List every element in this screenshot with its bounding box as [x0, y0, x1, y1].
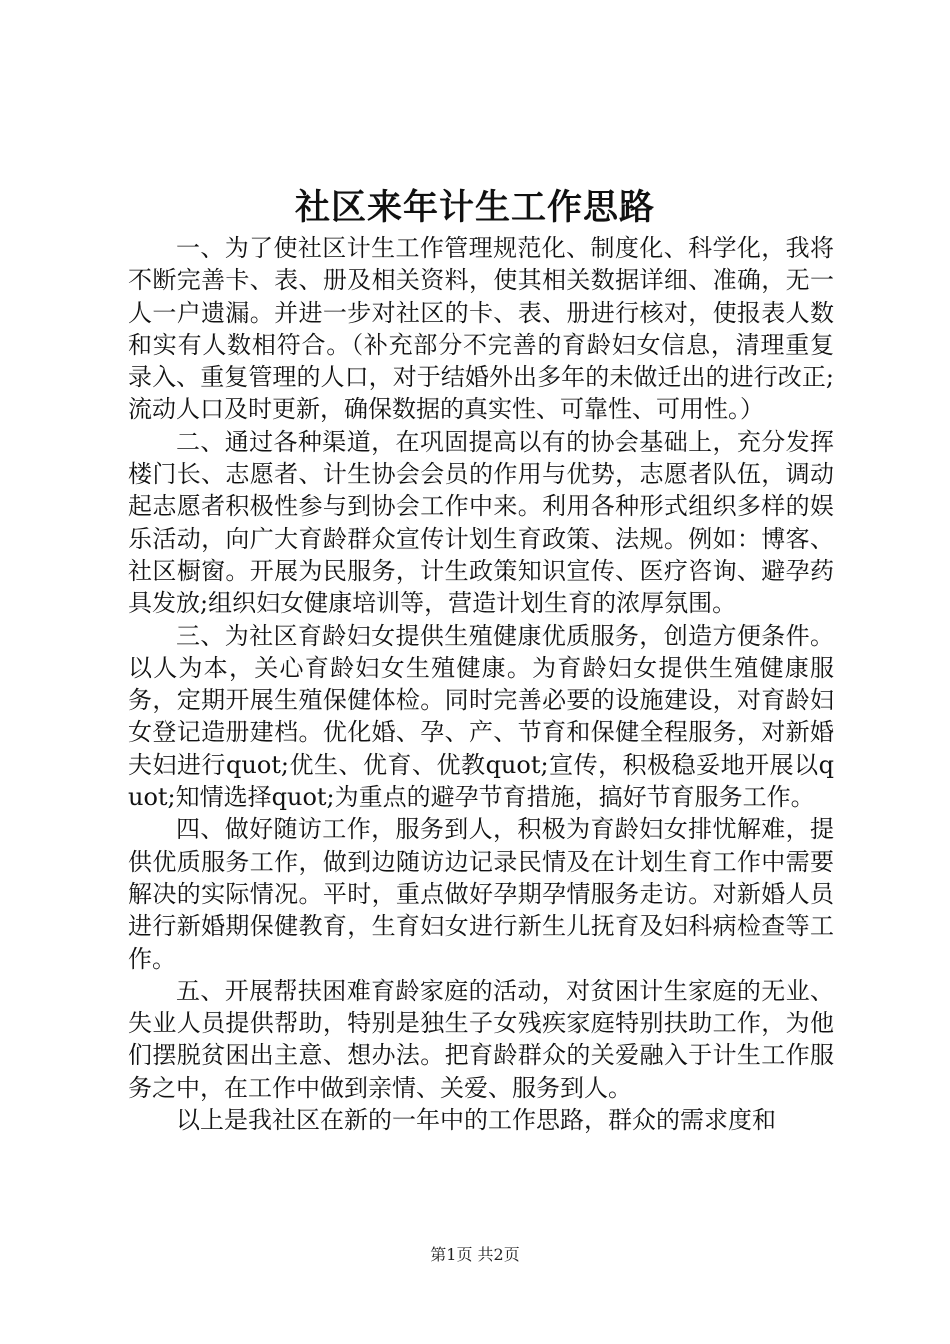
document-title: 社区来年计生工作思路 — [294, 187, 655, 228]
paragraph-2: 二、通过各种渠道，在巩固提高以有的协会基础上，充分发挥楼门长、志愿者、计生协会会员的作用与优势，志愿者队伍，调动起志愿者积极性参与到协会工作中来。利用各种形式组织多样的娱乐活动，向广大育龄群众宣传计划生育政策、法规。例如：博客、社区橱窗。开展为民服务，计生政策知识宣传、医疗咨询、避孕药具发放;组织妇女健康培训等，营造计划生育的浓厚氛围。 — [128, 427, 834, 618]
paragraph-1: 一、为了使社区计生工作管理规范化、制度化、科学化，我将不断完善卡、表、册及相关资料，使其相关数据详细、准确，无一人一户遗漏。并进一步对社区的卡、表、册进行核对，使报表人数和实有人数相符合。（补充部分不完善的育龄妇女信息，清理重复录入、重复管理的人口，对于结婚外出多年的未做迁出的进行改正;流动人口及时更新，确保数据的真实性、可靠性、可用性。） — [128, 234, 834, 424]
paragraph-3: 三、为社区育龄妇女提供生殖健康优质服务，创造方便条件。以人为本，关心育龄妇女生殖健康。为育龄妇女提供生殖健康服务，定期开展生殖保健体检。同时完善必要的设施建设，对育龄妇女登记造册建档。优化婚、孕、产、节育和保健全程服务，对新婚夫妇进行quot;优生、优育、优教quot;宣传，积极稳妥地开展以quot;知情选择quot;为重点的避孕节育措施，搞好节育服务工作。 — [128, 621, 834, 812]
paragraph-4: 四、做好随访工作，服务到人，积极为育龄妇女排忧解难，提供优质服务工作，做到边随访边记录民情及在计划生育工作中需要解决的实际情况。平时，重点做好孕期孕情服务走访。对新婚人员进行新婚期保健教育，生育妇女进行新生儿抚育及妇科病检查等工作。 — [128, 815, 834, 973]
paragraph-6: 以上是我社区在新的一年中的工作思路，群众的需求度和 — [176, 1106, 776, 1135]
document-body — [128, 232, 834, 1136]
paragraph-5: 五、开展帮扶困难育龄家庭的活动，对贫困计生家庭的无业、失业人员提供帮助，特别是独生子女残疾家庭特别扶助工作，为他们摆脱贫困出主意、想办法。把育龄群众的关爱融入于计生工作服务之中，在工作中做到亲情、关爱、服务到人。 — [128, 976, 834, 1102]
page-number-footer: 第1页 共2页 — [430, 1245, 520, 1264]
